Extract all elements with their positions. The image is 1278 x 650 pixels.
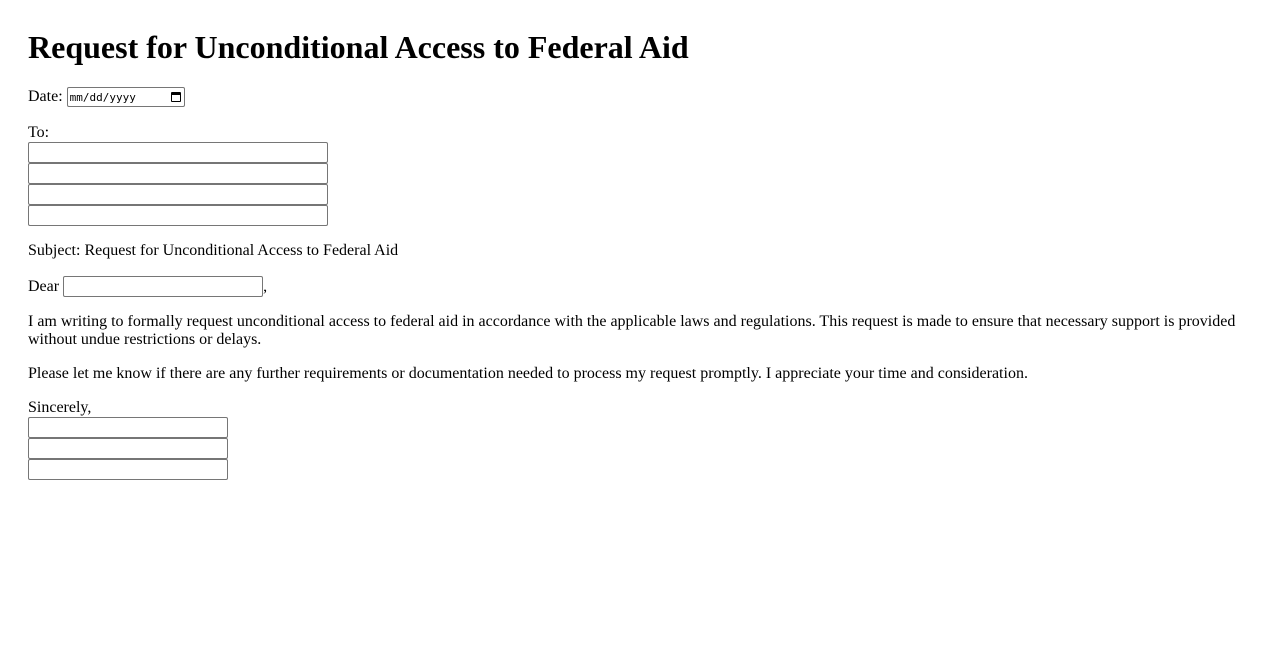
signature-line-3-input[interactable] — [28, 459, 228, 480]
calendar-icon[interactable] — [171, 92, 181, 102]
recipient-line-4-input[interactable] — [28, 205, 328, 226]
body-paragraph-2: Please let me know if there are any further requirements or documentation needed to process my request promptly. I appreciate your time and consideration. — [28, 365, 1028, 382]
subject-line: Subject: Request for Unconditional Access to Federal Aid — [28, 242, 399, 259]
closing-label: Sincerely, — [28, 399, 92, 416]
salutation-prefix: Dear — [28, 277, 60, 295]
date-placeholder: mm/dd/yyyy — [69, 90, 136, 104]
recipient-line-3-input[interactable] — [28, 184, 328, 205]
salutation-suffix: , — [263, 277, 268, 295]
recipient-name-input[interactable] — [63, 276, 263, 297]
salutation-row — [28, 276, 267, 297]
page-title: Request for Unconditional Access to Federal Aid — [28, 29, 689, 65]
body-paragraph-1: I am writing to formally request unconditional access to federal aid in accordance with the applicable laws and regulations. This request is made to ensure that necessary support is provided without undue restrictions or delays. — [28, 313, 1236, 348]
recipient-line-2-input[interactable] — [28, 163, 328, 184]
to-label: To: — [28, 124, 50, 141]
date-input[interactable] — [67, 87, 185, 107]
recipient-line-1-input[interactable] — [28, 142, 328, 163]
signature-fields — [28, 417, 228, 480]
date-row — [28, 86, 185, 108]
signature-line-1-input[interactable] — [28, 417, 228, 438]
recipient-address-fields — [28, 142, 328, 226]
date-label: Date: — [28, 88, 63, 105]
signature-line-2-input[interactable] — [28, 438, 228, 459]
